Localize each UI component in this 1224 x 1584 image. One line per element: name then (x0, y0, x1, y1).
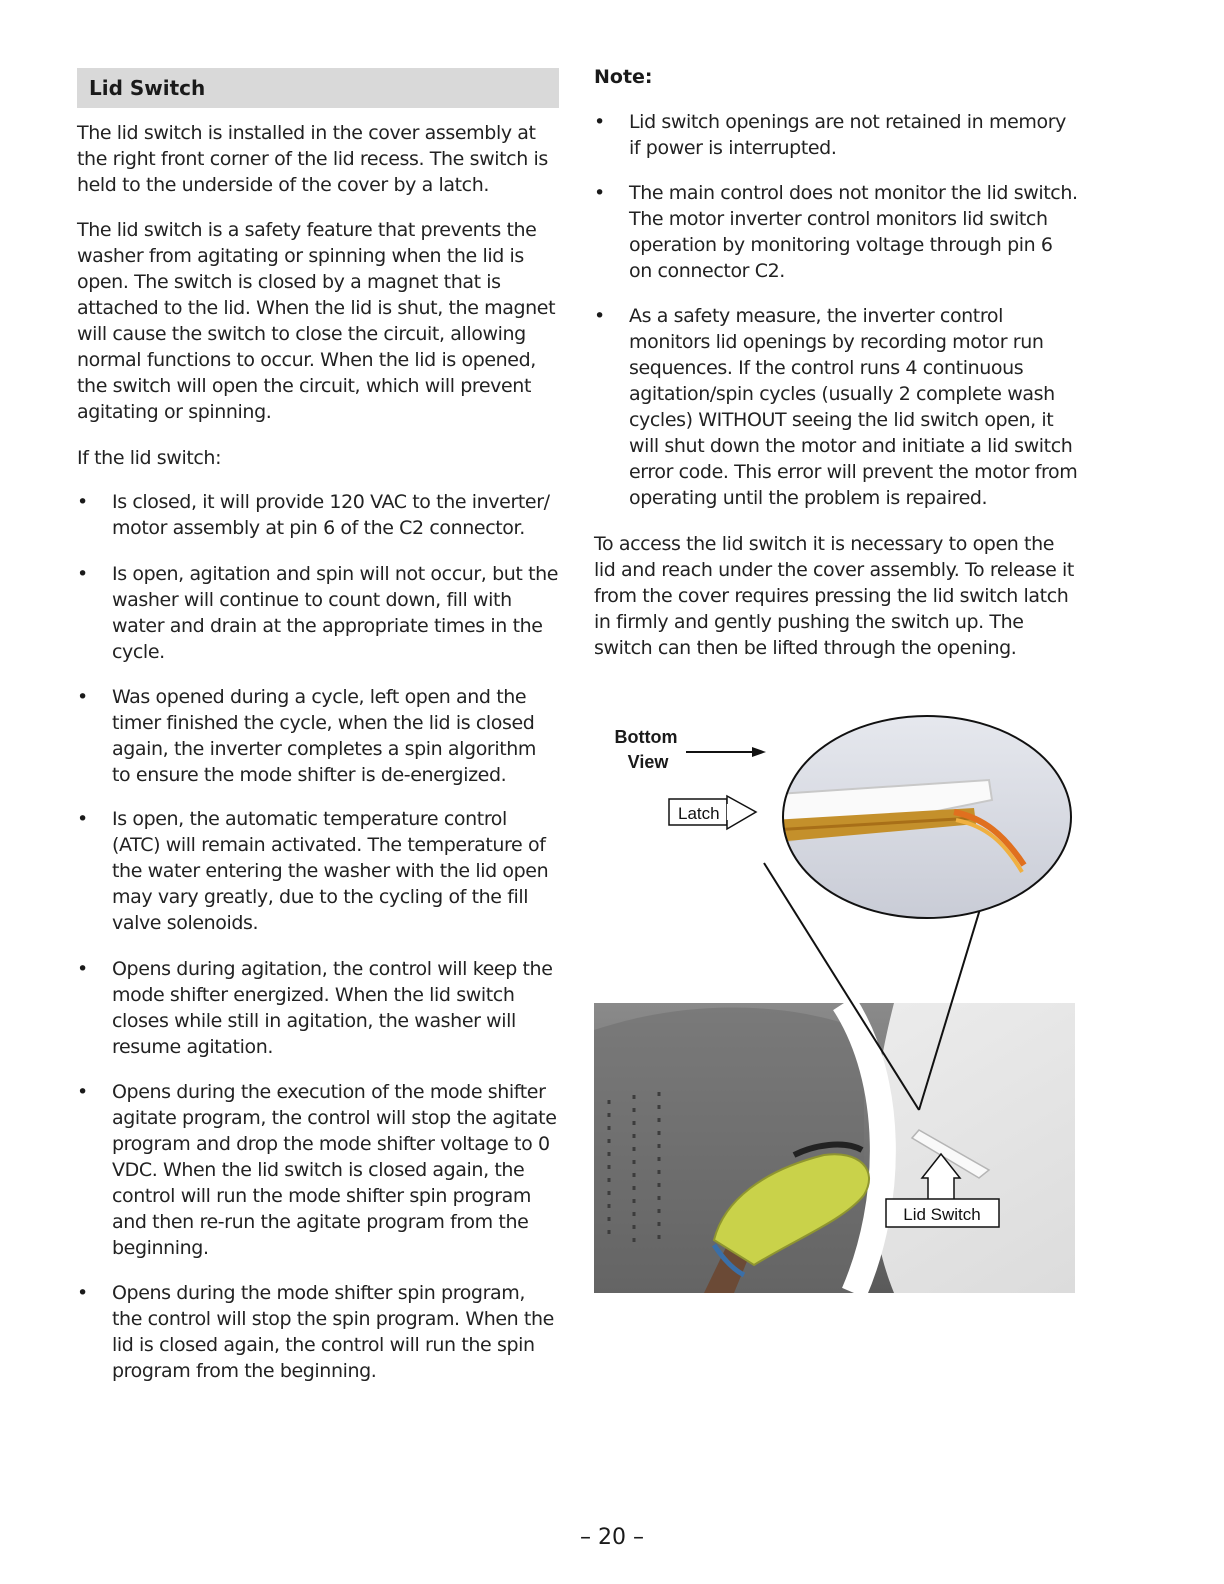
list-item (77, 684, 559, 788)
bullet-dot: • (77, 958, 89, 980)
list-item-text: Opens during agitation, the control will keep the mode shifter energized. When the lid switch closes while still in agitation, the washer will resume agitation. (112, 958, 553, 1058)
list-item-text: Is open, agitation and spin will not occur, but the washer will continue to count down, fill with water and drain at the appropriate times in the cycle. (112, 563, 559, 663)
bullet-dot: • (594, 182, 606, 204)
bullet-dot: • (77, 1081, 89, 1103)
list-item-text: Is closed, it will provide 120 VAC to the inverter/ motor assembly at pin 6 of the C2 connector. (112, 491, 550, 539)
latch-callout (669, 796, 756, 829)
bottom-view-label-line2: View (627, 752, 669, 772)
list-item-text: Lid switch openings are not retained in memory if power is interrupted. (629, 111, 1066, 159)
bullet-dot: • (77, 686, 89, 708)
paragraph-location: The lid switch is installed in the cover assembly at the right front corner of the lid recess. The switch is held to the underside of the cover by a latch. (77, 122, 548, 196)
section-title: Lid Switch (77, 68, 559, 108)
bullet-dot: • (77, 491, 89, 513)
paragraph-access: To access the lid switch it is necessary to open the lid and reach under the cover assembly. To release it from the cover requires pressing the lid switch latch in firmly and gently pushing the switch up. The switch can then be lifted through the opening. (594, 533, 1074, 659)
list-item (77, 1280, 559, 1384)
list-item-text: As a safety measure, the inverter control monitors lid openings by recording motor run sequences. If the control runs 4 continuous agitation/spin cycles (usually 2 complete wash cycles) WITHOUT seeing the lid switch open, it will shut down the motor and initiate a lid switch error code. This error will prevent the motor from operating until the problem is repaired. (629, 305, 1078, 509)
lid-switch-label: Lid Switch (903, 1205, 981, 1224)
bullet-dot: • (594, 305, 606, 327)
paragraph-safety-feature: The lid switch is a safety feature that prevents the washer from agitating or spinning when the lid is open. The switch is closed by a magnet that is attached to the lid. When the lid is shut, the magnet will cause the switch to close the circuit, allowing normal functions to occur. When the lid is opened, the switch will open the circuit, which will prevent agitating or spinning. (77, 219, 556, 423)
arrow-head-icon (752, 747, 766, 757)
paragraph-if-lid-switch: If the lid switch: (77, 447, 222, 469)
latch-label: Latch (678, 804, 720, 823)
bullet-dot: • (594, 111, 606, 133)
bottom-view-inset (762, 716, 1071, 918)
page-number: – 20 – (580, 1525, 644, 1550)
list-item (594, 303, 1078, 511)
list-item-text: Is open, the automatic temperature control (ATC) will remain activated. The temperature of the water entering the washer with the lid open may vary greatly, due to the cycling of the fill valve solenoids. (112, 808, 549, 934)
list-item (77, 561, 559, 665)
bullet-dot: • (77, 563, 89, 585)
list-item-text: The main control does not monitor the lid switch. The motor inverter control monitors lid switch operation by monitoring voltage through pin 6 on connector C2. (629, 182, 1078, 282)
list-item (594, 180, 1078, 284)
lid-switch-illustration (594, 700, 1078, 1300)
list-item-text: Was opened during a cycle, left open and the timer finished the cycle, when the lid is closed again, the inverter completes a spin algorithm to ensure the mode shifter is de-energized. (112, 686, 537, 786)
bullet-dot: • (77, 1282, 89, 1304)
list-item (77, 1079, 559, 1261)
bottom-view-label-line1: Bottom (614, 727, 678, 747)
list-item (77, 806, 559, 936)
bullet-dot: • (77, 808, 89, 830)
list-item-text: Opens during the mode shifter spin program, the control will stop the spin program. When the lid is closed again, the control will run the spin program from the beginning. (112, 1282, 554, 1382)
washer-photo (594, 1003, 1075, 1293)
list-item (594, 109, 1078, 161)
list-item (77, 956, 559, 1060)
list-item-text: Opens during the execution of the mode shifter agitate program, the control will stop the agitate program and drop the mode shifter voltage to 0 VDC. When the lid switch is closed again, the control will run the mode shifter spin program and then re-run the agitate program from the beginning. (112, 1081, 557, 1259)
lid-switch-figure (594, 700, 1078, 1300)
note-title: Note: (594, 66, 653, 88)
list-item (77, 489, 559, 541)
